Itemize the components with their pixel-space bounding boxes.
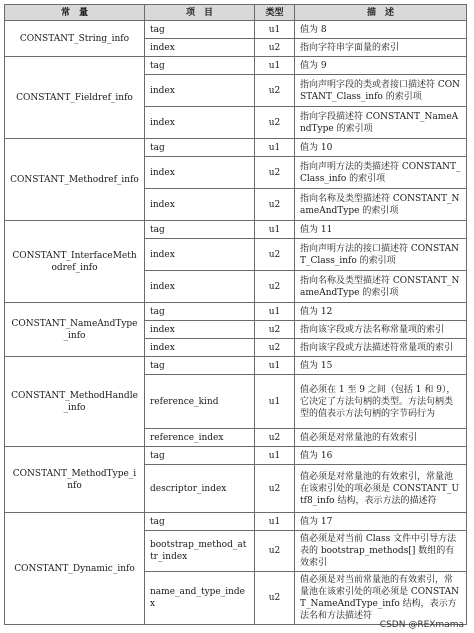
item-cell: bootstrap_method_attr_index xyxy=(145,531,255,572)
description-cell: 值必须是对常量池的有效索引 xyxy=(295,429,467,447)
item-cell: index xyxy=(145,339,255,357)
item-cell: index xyxy=(145,75,255,107)
item-cell: tag xyxy=(145,303,255,321)
constant-name: CONSTANT_NameAndType_info xyxy=(5,303,145,357)
type-cell: u1 xyxy=(255,357,295,375)
table-row xyxy=(5,221,467,239)
type-cell: u1 xyxy=(255,303,295,321)
type-cell: u1 xyxy=(255,139,295,157)
type-cell: u2 xyxy=(255,572,295,625)
description-cell: 指向声明字段的类或者接口描述符 CONSTANT_Class_info 的索引项 xyxy=(295,75,467,107)
type-cell: u2 xyxy=(255,107,295,139)
type-cell: u2 xyxy=(255,429,295,447)
item-cell: tag xyxy=(145,21,255,39)
constant-name: CONSTANT_Methodref_info xyxy=(5,139,145,221)
item-cell: reference_kind xyxy=(145,375,255,429)
description-cell: 值为 16 xyxy=(295,447,467,465)
description-cell: 值为 15 xyxy=(295,357,467,375)
table-row xyxy=(5,513,467,531)
type-cell: u2 xyxy=(255,465,295,513)
table-row xyxy=(5,357,467,375)
type-cell: u2 xyxy=(255,321,295,339)
type-cell: u1 xyxy=(255,513,295,531)
type-cell: u2 xyxy=(255,39,295,57)
item-cell: index xyxy=(145,189,255,221)
item-cell: descriptor_index xyxy=(145,465,255,513)
description-cell: 指向声明方法的类描述符 CONSTANT_Class_info 的索引项 xyxy=(295,157,467,189)
description-cell: 值为 11 xyxy=(295,221,467,239)
type-cell: u2 xyxy=(255,189,295,221)
item-cell: index xyxy=(145,157,255,189)
item-cell: index xyxy=(145,271,255,303)
type-cell: u1 xyxy=(255,375,295,429)
constant-name: CONSTANT_MethodType_info xyxy=(5,447,145,513)
table-row xyxy=(5,21,467,39)
constant-name: CONSTANT_MethodHandle_info xyxy=(5,357,145,447)
table-row xyxy=(5,303,467,321)
item-cell: name_and_type_index xyxy=(145,572,255,625)
table-row xyxy=(5,139,467,157)
constant-pool-table xyxy=(4,4,467,625)
constant-name: CONSTANT_Fieldref_info xyxy=(5,57,145,139)
constant-name: CONSTANT_String_info xyxy=(5,21,145,57)
item-cell: index xyxy=(145,107,255,139)
type-cell: u2 xyxy=(255,531,295,572)
item-cell: tag xyxy=(145,139,255,157)
item-cell: tag xyxy=(145,57,255,75)
item-cell: tag xyxy=(145,357,255,375)
type-cell: u1 xyxy=(255,447,295,465)
description-cell: 指向名称及类型描述符 CONSTANT_NameAndType 的索引项 xyxy=(295,271,467,303)
type-cell: u2 xyxy=(255,271,295,303)
description-cell: 值必须是对当前常量池的有效索引，常量池在该索引处的项必须是 CONSTANT_NameAndType_info 结构，表示方法名和方法描述符 xyxy=(295,572,467,625)
type-cell: u1 xyxy=(255,221,295,239)
description-cell: 指向字符串字面量的索引 xyxy=(295,39,467,57)
watermark: CSDN @REXmama xyxy=(379,620,464,630)
description-cell: 值为 12 xyxy=(295,303,467,321)
item-cell: index xyxy=(145,321,255,339)
constant-name: CONSTANT_InterfaceMethodref_info xyxy=(5,221,145,303)
type-cell: u2 xyxy=(255,75,295,107)
item-cell: tag xyxy=(145,447,255,465)
description-cell: 值为 9 xyxy=(295,57,467,75)
header-item: 项 目 xyxy=(145,5,255,21)
item-cell: reference_index xyxy=(145,429,255,447)
type-cell: u2 xyxy=(255,239,295,271)
description-cell: 指向名称及类型描述符 CONSTANT_NameAndType 的索引项 xyxy=(295,189,467,221)
description-cell: 指向字段描述符 CONSTANT_NameAndType 的索引项 xyxy=(295,107,467,139)
description-cell: 值必须是对当前 Class 文件中引导方法表的 bootstrap_methods[] 数组的有效索引 xyxy=(295,531,467,572)
table-row xyxy=(5,57,467,75)
type-cell: u1 xyxy=(255,57,295,75)
constant-name: CONSTANT_Dynamic_info xyxy=(5,513,145,625)
description-cell: 值必须是对常量池的有效索引，常量池在该索引处的项必须是 CONSTANT_Utf8_info 结构，表示方法的描述符 xyxy=(295,465,467,513)
description-cell: 值为 8 xyxy=(295,21,467,39)
item-cell: tag xyxy=(145,513,255,531)
description-cell: 指向声明方法的接口描述符 CONSTANT_Class_info 的索引项 xyxy=(295,239,467,271)
type-cell: u1 xyxy=(255,21,295,39)
header-description: 描 述 xyxy=(295,5,467,21)
description-cell: 值为 10 xyxy=(295,139,467,157)
type-cell: u2 xyxy=(255,339,295,357)
header-row xyxy=(5,5,467,21)
table-row xyxy=(5,447,467,465)
item-cell: tag xyxy=(145,221,255,239)
item-cell: index xyxy=(145,239,255,271)
item-cell: index xyxy=(145,39,255,57)
description-cell: 值必须在 1 至 9 之间（包括 1 和 9），它决定了方法句柄的类型。方法句柄类型的值表示方法句柄的字节码行为 xyxy=(295,375,467,429)
header-type: 类型 xyxy=(255,5,295,21)
description-cell: 指向该字段或方法描述符常量项的索引 xyxy=(295,339,467,357)
description-cell: 值为 17 xyxy=(295,513,467,531)
description-cell: 指向该字段或方法名称常量项的索引 xyxy=(295,321,467,339)
header-constant: 常 量 xyxy=(5,5,145,21)
type-cell: u2 xyxy=(255,157,295,189)
